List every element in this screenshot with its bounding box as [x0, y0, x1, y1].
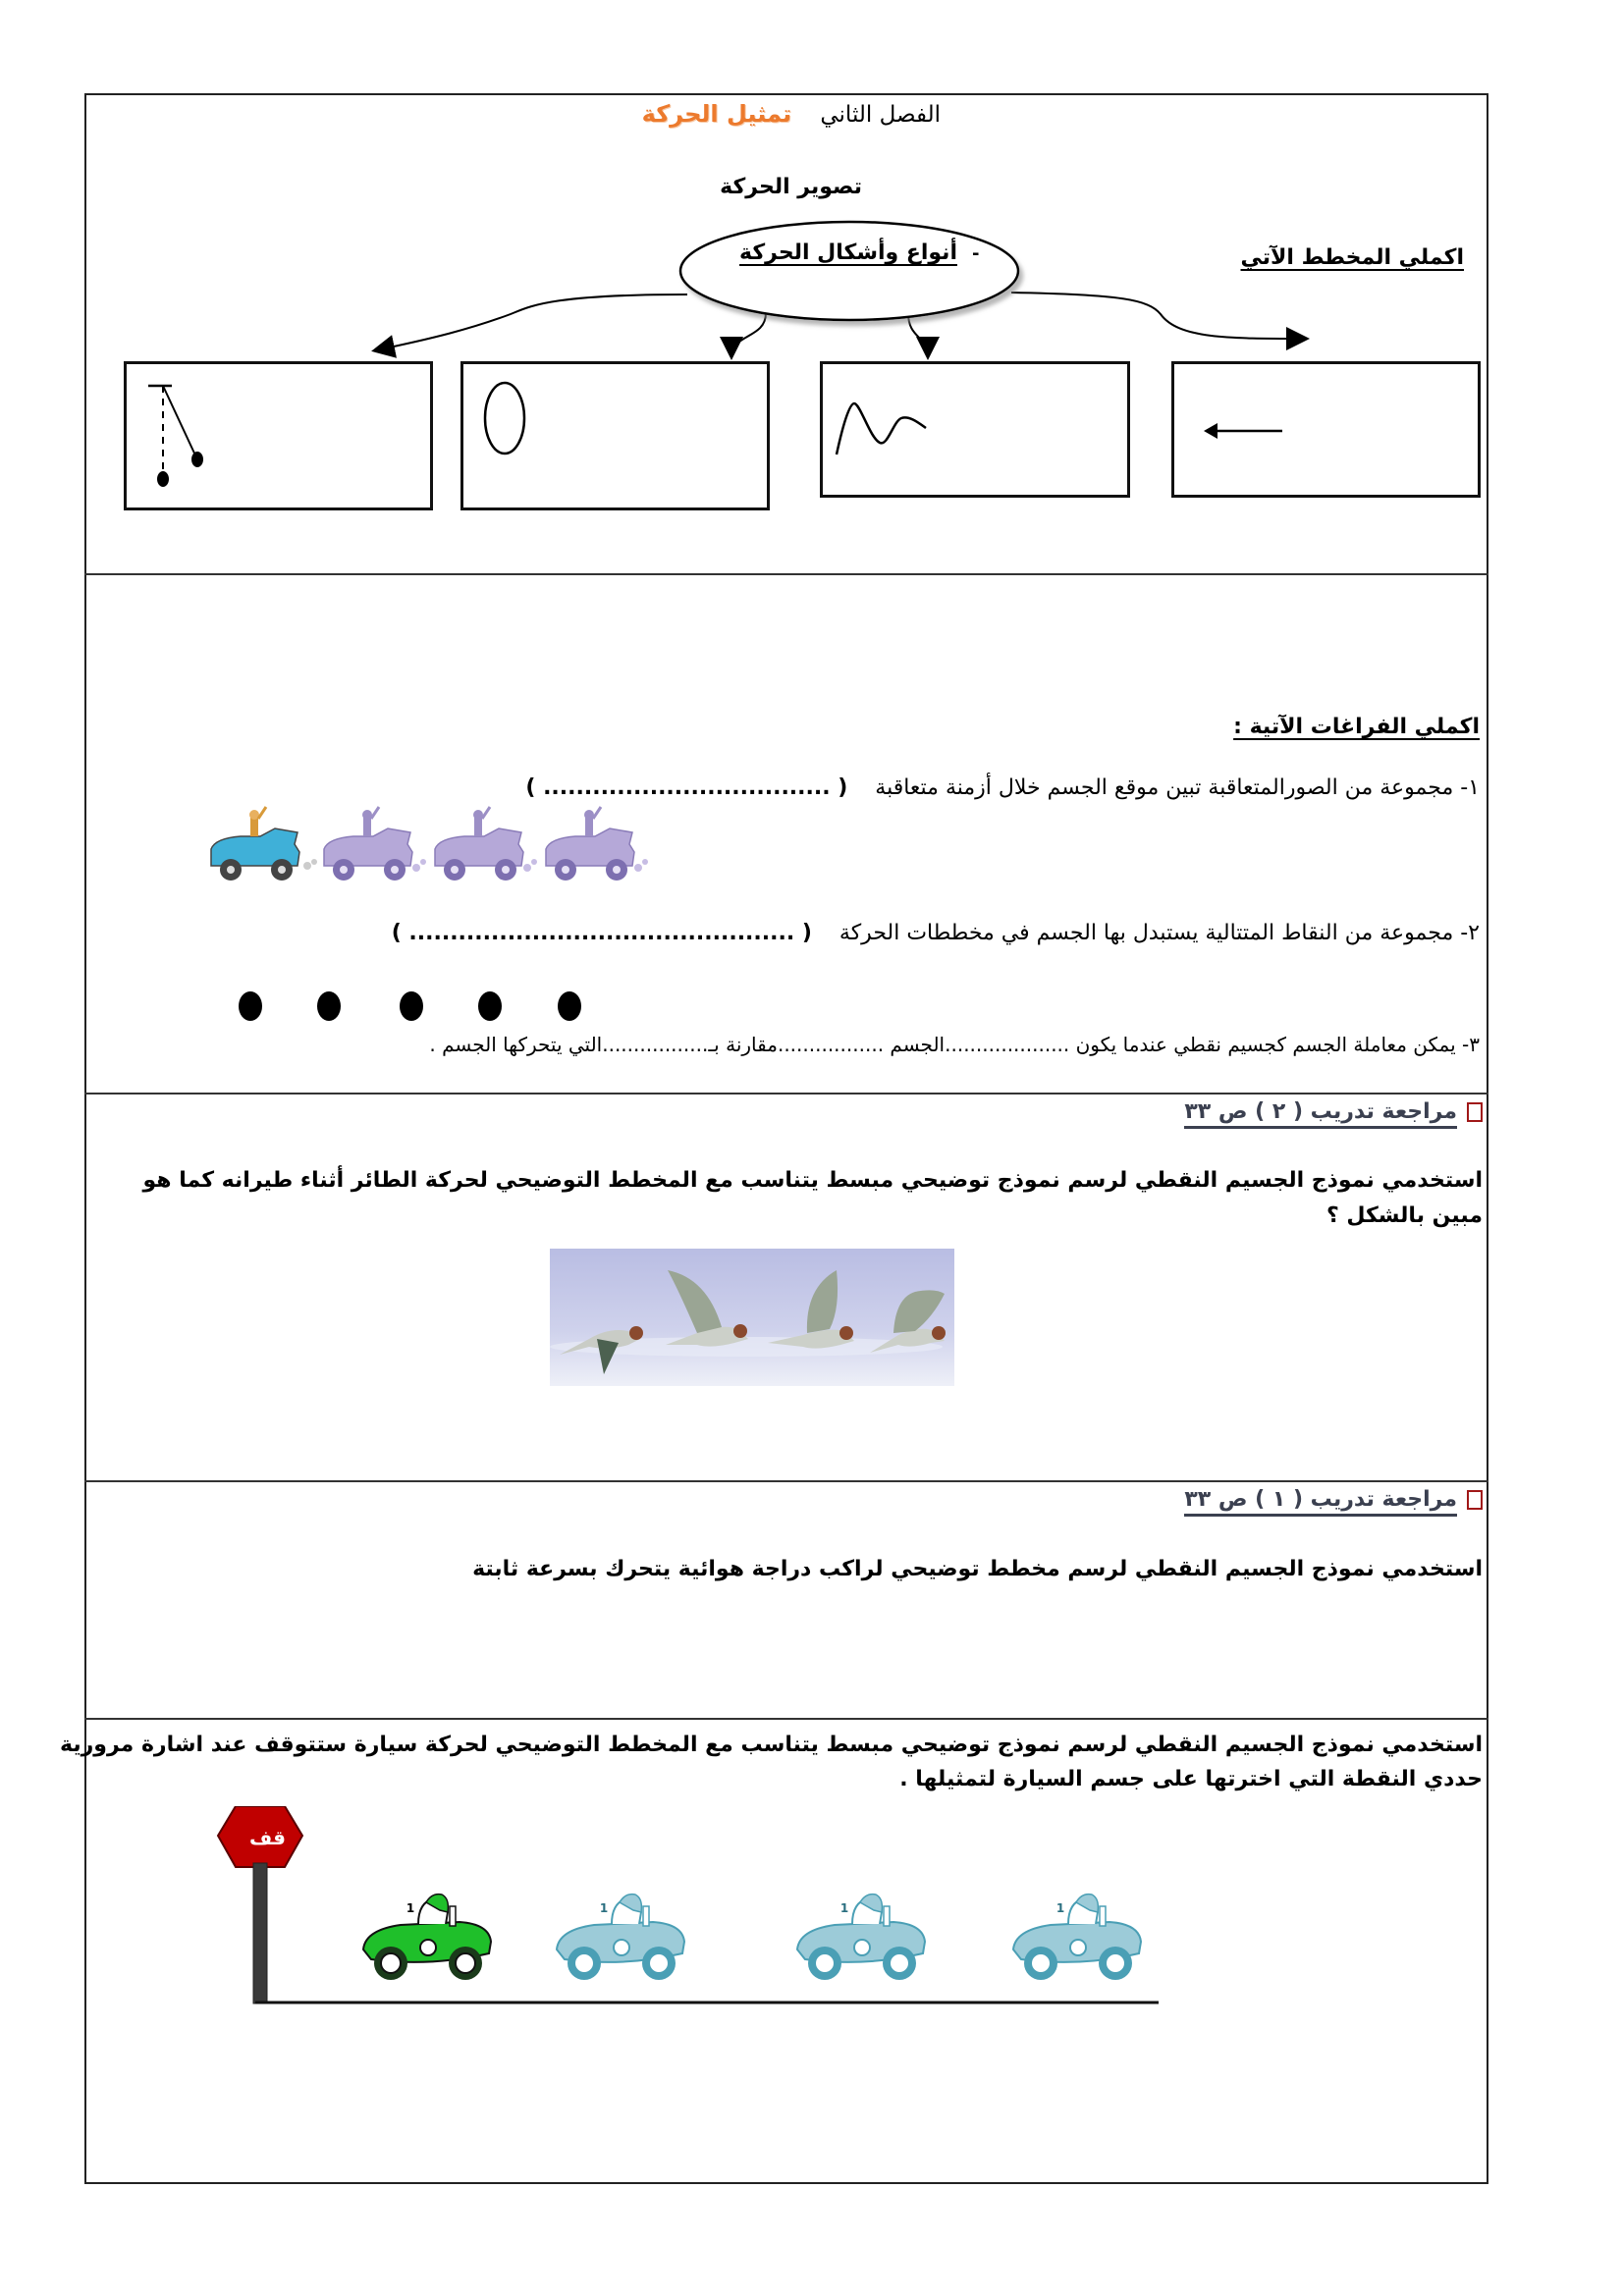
question-2-blank[interactable]: ( ............................................... ): [391, 921, 812, 945]
connector-arrow: [731, 313, 766, 356]
car-purple-ghost: [324, 807, 426, 881]
car-teal-ghost: [557, 1895, 684, 1980]
connector-arrow: [375, 294, 687, 350]
question-2-text: ٢- مجموعة من النقاط المتتالية يستبدل بها الجسم في مخططات الحركة: [839, 921, 1480, 945]
review-1-heading: مراجعة تدريب ( ١ ) ص ٣٣: [1184, 1487, 1483, 1512]
section-title: تصوير الحركة: [720, 175, 862, 199]
connector-arrow: [1011, 293, 1306, 339]
section-divider: [84, 1480, 1488, 1482]
pendulum-icon: [127, 364, 430, 507]
question-1: [525, 775, 1480, 800]
section-divider: [84, 1718, 1488, 1720]
chapter-title: تمثيل الحركة: [641, 100, 792, 128]
review-2-text-line1: استخدمي نموذج الجسيم النقطي لرسم نموذج توضيحي مبسط يتناسب مع المخطط التوضيحي لحركة الطائر أثناء طيرانه كما هو: [142, 1168, 1483, 1193]
stop-sign-label: قف: [249, 1826, 286, 1849]
chapter-label: الفصل الثاني: [820, 102, 941, 128]
review-2-text-line2: مبين بالشكل ؟: [1325, 1203, 1483, 1228]
car-number: 1: [599, 1901, 609, 1915]
dot-icon: [239, 991, 262, 1021]
bird-flight-image: [550, 1249, 954, 1386]
car-green: [363, 1895, 491, 1980]
arrow-left-icon: [1174, 364, 1478, 495]
car-number: 1: [1055, 1901, 1065, 1915]
center-dash: -: [972, 243, 980, 264]
car-number: 1: [406, 1901, 415, 1915]
checkbox-icon[interactable]: [1467, 1102, 1483, 1122]
fill-blanks-title: اكملي الفراغات الآتية :: [1233, 715, 1480, 739]
checkbox-icon[interactable]: [1467, 1490, 1483, 1510]
connector-arrow: [908, 313, 928, 356]
review-2-heading: مراجعة تدريب ( ٢ ) ص ٣٣: [1184, 1099, 1483, 1124]
review-1-text: استخدمي نموذج الجسيم النقطي لرسم مخطط توضيحي لراكب دراجة هوائية يتحرك بسرعة ثابتة: [472, 1557, 1483, 1581]
stopping-car-diagram: [216, 1806, 1178, 2027]
linear-motion-box: [1171, 361, 1481, 498]
diagram-instruction: اكملي المخطط الآتي: [1240, 245, 1464, 270]
wave-curve-icon: [823, 364, 1127, 495]
stop-exercise-text-line2: حددي النقطة التي اخترتها على جسم السيارة لتمثيلها .: [899, 1767, 1483, 1791]
car-number: 1: [839, 1901, 849, 1915]
dot-icon: [478, 991, 502, 1021]
question-1-blank[interactable]: ( ................................... ): [525, 775, 848, 800]
car-purple-ghost: [435, 807, 537, 881]
pendulum-motion-box: [124, 361, 433, 510]
question-3: ٣- يمكن معاملة الجسم كجسيم نقطي عندما يكون ....................الجسم .................مقارنة بـ.................التي يتحركها الجسم .: [429, 1033, 1480, 1056]
car-teal-ghost: [1013, 1895, 1141, 1980]
question-2: [392, 921, 1480, 945]
center-ellipse: [680, 222, 1018, 320]
wave-motion-box: [820, 361, 1130, 498]
question-1-text: ١- مجموعة من الصورالمتعاقبة تبين موقع الجسم خلال أزمنة متعاقبة: [875, 775, 1480, 800]
section-divider: [84, 1093, 1488, 1095]
car-teal-ghost: [797, 1895, 925, 1980]
car-blue: [211, 807, 317, 881]
diagram-center-label: أنواع وأشكال الحركة: [739, 240, 957, 265]
dot-icon: [400, 991, 423, 1021]
successive-cars-image: [201, 805, 663, 888]
dot-icon: [317, 991, 341, 1021]
circular-motion-box: [460, 361, 770, 510]
section-divider: [84, 573, 1488, 575]
car-purple-ghost: [546, 807, 648, 881]
stop-exercise-text-line1: استخدمي نموذج الجسيم النقطي لرسم نموذج توضيحي مبسط يتناسب مع المخطط التوضيحي لحركة سيارة ستتوقف عند اشارة مرورية: [60, 1733, 1483, 1757]
ellipse-icon: [463, 364, 767, 507]
dot-icon: [558, 991, 581, 1021]
